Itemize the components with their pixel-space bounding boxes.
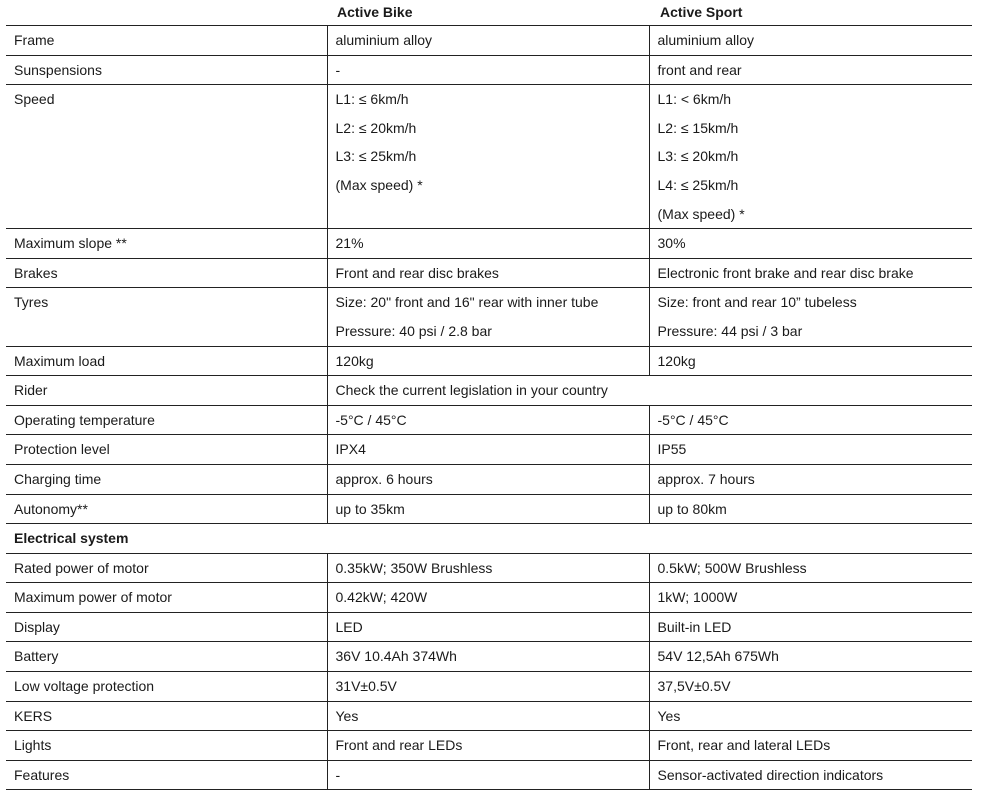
table-row	[6, 583, 972, 613]
cell-active-sport	[649, 229, 972, 259]
cell-active-sport	[649, 583, 972, 613]
cell-active-sport	[649, 672, 972, 702]
cell-both-models	[327, 376, 972, 406]
cell-line: up to 80km	[657, 500, 727, 517]
header-active-bike: Active Bike	[337, 4, 413, 20]
row-label-text: Charging time	[14, 470, 102, 487]
cell-active-sport	[649, 405, 972, 435]
row-label-text: Speed	[14, 91, 55, 108]
cell-line: Yes	[657, 707, 681, 724]
cell-line: 0.5kW; 500W Brushless	[657, 559, 807, 576]
cell-active-sport	[649, 612, 972, 642]
row-label	[6, 760, 327, 790]
row-label-text: Rider	[14, 382, 48, 399]
row-label	[6, 405, 327, 435]
cell-active-sport	[649, 494, 972, 524]
cell-active-bike	[327, 26, 649, 56]
row-label-text: Brakes	[14, 264, 58, 281]
cell-active-bike	[327, 405, 649, 435]
row-label-text: Maximum slope **	[14, 235, 127, 252]
cell-active-bike	[327, 553, 649, 583]
cell-line: 0.35kW; 350W Brushless	[335, 559, 493, 576]
cell-active-bike	[327, 642, 649, 672]
cell-line: Built-in LED	[657, 618, 732, 635]
row-label	[6, 553, 327, 583]
cell-line: L3: ≤ 20km/h	[657, 148, 739, 165]
row-label-text: Sunspensions	[14, 61, 102, 78]
table-row	[6, 731, 972, 761]
cell-line: 21%	[335, 235, 364, 252]
row-label-text: Features	[14, 766, 70, 783]
row-label	[6, 229, 327, 259]
row-label	[6, 346, 327, 376]
cell-active-bike	[327, 760, 649, 790]
cell-active-bike	[327, 258, 649, 288]
cell-active-bike	[327, 464, 649, 494]
cell-line: (Max speed) *	[335, 176, 423, 193]
row-label-text: KERS	[14, 707, 53, 724]
table-row	[6, 85, 972, 229]
row-label-text: Autonomy**	[14, 500, 88, 517]
table-row	[6, 464, 972, 494]
cell-line: front and rear	[657, 61, 742, 78]
table-row	[6, 524, 972, 554]
row-label-text: Display	[14, 618, 60, 635]
column-headers	[6, 0, 972, 25]
cell-active-sport	[649, 26, 972, 56]
row-label	[6, 288, 327, 346]
table-row	[6, 642, 972, 672]
table-row	[6, 701, 972, 731]
row-label	[6, 435, 327, 465]
row-label	[6, 731, 327, 761]
cell-line: approx. 7 hours	[657, 470, 755, 487]
row-label	[6, 672, 327, 702]
cell-line: 1kW; 1000W	[657, 589, 738, 606]
cell-active-sport	[649, 731, 972, 761]
cell-active-bike	[327, 612, 649, 642]
row-label-text: Protection level	[14, 441, 110, 458]
cell-line: 30%	[657, 235, 686, 252]
table-row	[6, 435, 972, 465]
row-label-text: Electrical system	[14, 530, 129, 547]
cell-active-sport	[649, 288, 972, 346]
cell-active-bike	[327, 731, 649, 761]
cell-line: LED	[335, 618, 363, 635]
cell-line: 31V±0.5V	[335, 678, 397, 695]
row-label-text: Maximum load	[14, 352, 106, 369]
cell-active-bike	[327, 55, 649, 85]
section-heading	[6, 524, 327, 554]
row-label-text: Low voltage protection	[14, 678, 155, 695]
cell-active-bike	[327, 672, 649, 702]
cell-active-sport	[649, 55, 972, 85]
table-row	[6, 494, 972, 524]
table-row	[6, 346, 972, 376]
cell-active-sport	[649, 760, 972, 790]
row-label	[6, 701, 327, 731]
cell-line: aluminium alloy	[335, 32, 432, 48]
cell-line: 54V 12,5Ah 675Wh	[657, 648, 779, 665]
spec-sheet	[6, 0, 972, 790]
cell-line: Front and rear LEDs	[335, 737, 463, 754]
cell-active-sport	[649, 464, 972, 494]
cell-line: -5°C / 45°C	[657, 411, 729, 428]
cell-line: -	[335, 766, 341, 783]
cell-active-bike	[327, 701, 649, 731]
cell-line: 0.42kW; 420W	[335, 589, 428, 606]
row-label	[6, 494, 327, 524]
row-label	[6, 258, 327, 288]
cell-line: Front, rear and lateral LEDs	[657, 737, 831, 754]
cell-active-sport	[649, 642, 972, 672]
cell-line: L4: ≤ 25km/h	[657, 176, 739, 193]
header-active-sport: Active Sport	[660, 4, 743, 20]
row-label-text: Operating temperature	[14, 411, 155, 428]
table-row	[6, 229, 972, 259]
row-label-text: Battery	[14, 648, 59, 665]
cell-line: Electronic front brake and rear disc brake	[657, 264, 914, 281]
row-label-text: Lights	[14, 737, 52, 754]
cell-active-bike	[327, 288, 649, 346]
cell-active-bike	[327, 346, 649, 376]
cell-line: IP55	[657, 441, 687, 458]
spec-table	[6, 25, 972, 790]
cell-line: Size: 20" front and 16" rear with inner tube	[335, 294, 599, 311]
section-blank	[327, 524, 972, 554]
cell-line: Front and rear disc brakes	[335, 264, 499, 281]
cell-active-bike	[327, 85, 649, 229]
table-row	[6, 26, 972, 56]
row-label	[6, 612, 327, 642]
cell-active-bike	[327, 494, 649, 524]
row-label	[6, 26, 327, 56]
table-row	[6, 612, 972, 642]
row-label	[6, 85, 327, 229]
table-row	[6, 376, 972, 406]
cell-line: L3: ≤ 25km/h	[335, 148, 417, 165]
cell-active-sport	[649, 553, 972, 583]
cell-line: -5°C / 45°C	[335, 411, 407, 428]
cell-line: Sensor-activated direction indicators	[657, 766, 884, 783]
cell-line: 120kg	[657, 352, 696, 369]
row-label-text: Frame	[14, 32, 55, 48]
cell-active-sport	[649, 258, 972, 288]
row-label	[6, 464, 327, 494]
cell-line: 120kg	[335, 352, 374, 369]
cell-line: L1: ≤ 6km/h	[335, 91, 409, 108]
cell-line: IPX4	[335, 441, 366, 458]
cell-active-bike	[327, 229, 649, 259]
cell-active-bike	[327, 435, 649, 465]
cell-line: Pressure: 44 psi / 3 bar	[657, 322, 803, 339]
row-label-text: Maximum power of motor	[14, 589, 172, 606]
cell-line: Yes	[335, 707, 359, 724]
cell-line: Pressure: 40 psi / 2.8 bar	[335, 322, 492, 339]
cell-line: (Max speed) *	[657, 205, 745, 222]
cell-active-sport	[649, 435, 972, 465]
table-row	[6, 405, 972, 435]
table-row	[6, 760, 972, 790]
table-row	[6, 553, 972, 583]
cell-active-bike	[327, 583, 649, 613]
row-label	[6, 376, 327, 406]
cell-line: Check the current legislation in your country	[335, 382, 608, 399]
row-label-text: Tyres	[14, 294, 49, 311]
cell-line: 36V 10.4Ah 374Wh	[335, 648, 457, 665]
row-label	[6, 55, 327, 85]
table-row	[6, 258, 972, 288]
cell-line: L2: ≤ 15km/h	[657, 119, 739, 136]
cell-active-sport	[649, 85, 972, 229]
cell-line: up to 35km	[335, 500, 405, 517]
cell-line: L1: < 6km/h	[657, 91, 732, 108]
row-label-text: Rated power of motor	[14, 559, 149, 576]
cell-active-sport	[649, 701, 972, 731]
table-row	[6, 55, 972, 85]
cell-active-sport	[649, 346, 972, 376]
row-label	[6, 642, 327, 672]
cell-line: Size: front and rear 10” tubeless	[657, 294, 857, 311]
table-row	[6, 288, 972, 346]
table-row	[6, 672, 972, 702]
cell-line: aluminium alloy	[657, 32, 754, 48]
cell-line: 37,5V±0.5V	[657, 678, 731, 695]
cell-line: approx. 6 hours	[335, 470, 433, 487]
cell-line: L2: ≤ 20km/h	[335, 119, 417, 136]
cell-line: -	[335, 61, 341, 78]
row-label	[6, 583, 327, 613]
